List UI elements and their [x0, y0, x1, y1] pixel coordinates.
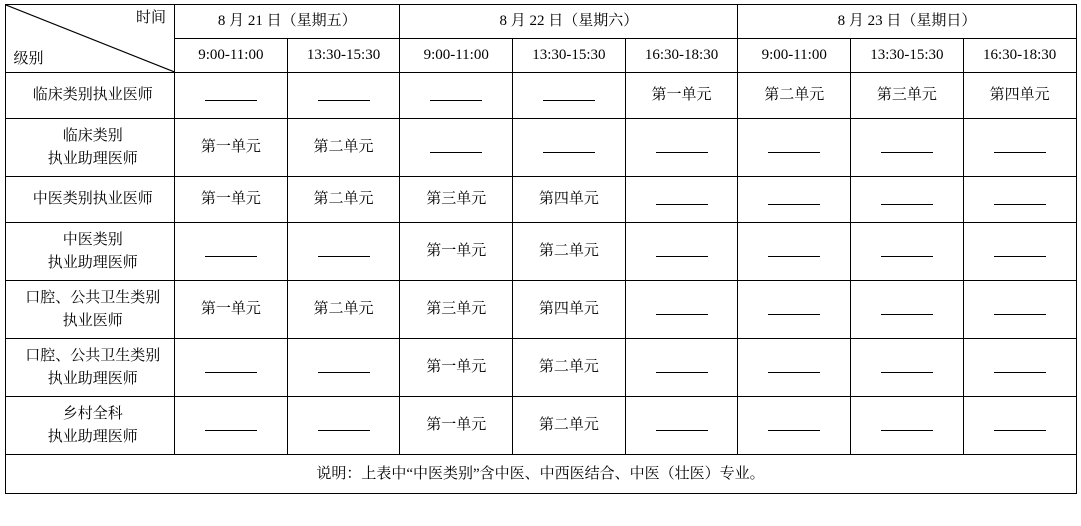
row-label-line: 临床类别执业医师 [32, 87, 153, 104]
cell-0-3 [513, 73, 626, 119]
cell-3-1 [287, 223, 400, 281]
table-row [5, 119, 1076, 177]
cell-5-0 [175, 339, 288, 397]
schedule-body [5, 73, 1076, 494]
row-label-line: 执业助理医师 [47, 254, 138, 271]
empty-slot-dash [318, 421, 370, 431]
row-label-6 [5, 397, 175, 455]
empty-slot-dash [205, 247, 257, 257]
day-header-2: 8 月 22 日（星期六） [400, 5, 738, 39]
row-label-4 [5, 281, 175, 339]
row-label-0 [5, 73, 175, 119]
empty-slot-dash [205, 91, 257, 101]
row-label-3 [5, 223, 175, 281]
cell-6-6 [851, 397, 964, 455]
cell-3-4 [625, 223, 738, 281]
slot-header-d2-s1: 9:00-11:00 [400, 39, 513, 73]
row-label-line: 执业医师 [62, 312, 123, 329]
cell-1-6 [851, 119, 964, 177]
row-label-line: 中医类别执业医师 [32, 191, 153, 208]
cell-3-6 [851, 223, 964, 281]
cell-4-7 [963, 281, 1076, 339]
cell-4-4 [625, 281, 738, 339]
cell-1-4 [625, 119, 738, 177]
cell-4-6 [851, 281, 964, 339]
cell-1-2 [400, 119, 513, 177]
row-label-line: 执业助理医师 [47, 150, 138, 167]
cell-4-3: 第四单元 [513, 281, 626, 339]
empty-slot-dash [768, 305, 820, 315]
cell-5-4 [625, 339, 738, 397]
empty-slot-dash [881, 363, 933, 373]
empty-slot-dash [656, 305, 708, 315]
cell-5-7 [963, 339, 1076, 397]
cell-5-6 [851, 339, 964, 397]
cell-6-5 [738, 397, 851, 455]
cell-6-7 [963, 397, 1076, 455]
cell-1-1: 第二单元 [287, 119, 400, 177]
empty-slot-dash [994, 247, 1046, 257]
empty-slot-dash [543, 143, 595, 153]
slot-header-d1-s2: 13:30-15:30 [287, 39, 400, 73]
empty-slot-dash [656, 247, 708, 257]
row-label-line: 口腔、公共卫生类别 [25, 348, 161, 364]
slot-header-d3-s1: 9:00-11:00 [738, 39, 851, 73]
cell-1-0: 第一单元 [175, 119, 288, 177]
cell-0-6: 第三单元 [851, 73, 964, 119]
empty-slot-dash [994, 363, 1046, 373]
slot-header-d2-s3: 16:30-18:30 [625, 39, 738, 73]
slot-header-d2-s2: 13:30-15:30 [513, 39, 626, 73]
cell-3-0 [175, 223, 288, 281]
table-row [5, 73, 1076, 119]
empty-slot-dash [543, 91, 595, 101]
empty-slot-dash [205, 421, 257, 431]
empty-slot-dash [430, 143, 482, 153]
empty-slot-dash [881, 195, 933, 205]
empty-slot-dash [656, 143, 708, 153]
cell-2-7 [963, 177, 1076, 223]
cell-6-0 [175, 397, 288, 455]
cell-2-0: 第一单元 [175, 177, 288, 223]
cell-2-5 [738, 177, 851, 223]
empty-slot-dash [994, 421, 1046, 431]
header-row-days [5, 5, 1076, 39]
cell-5-5 [738, 339, 851, 397]
cell-3-5 [738, 223, 851, 281]
cell-4-5 [738, 281, 851, 339]
row-label-1 [5, 119, 175, 177]
time-axis-label: 时间 [136, 10, 167, 26]
day-header-3: 8 月 23 日（星期日） [738, 5, 1076, 39]
slot-header-d1-s1: 9:00-11:00 [175, 39, 288, 73]
empty-slot-dash [994, 305, 1046, 315]
cell-5-1 [287, 339, 400, 397]
empty-slot-dash [881, 421, 933, 431]
cell-0-2 [400, 73, 513, 119]
table-note-row [5, 455, 1076, 494]
empty-slot-dash [205, 363, 257, 373]
cell-3-7 [963, 223, 1076, 281]
table-row [5, 397, 1076, 455]
row-label-line: 口腔、公共卫生类别 [25, 290, 161, 306]
corner-header-cell [5, 5, 175, 73]
empty-slot-dash [881, 143, 933, 153]
cell-6-1 [287, 397, 400, 455]
cell-5-3: 第二单元 [513, 339, 626, 397]
cell-2-4 [625, 177, 738, 223]
empty-slot-dash [318, 247, 370, 257]
exam-schedule-table [5, 4, 1077, 494]
cell-0-5: 第二单元 [738, 73, 851, 119]
empty-slot-dash [768, 363, 820, 373]
table-row [5, 339, 1076, 397]
cell-1-3 [513, 119, 626, 177]
cell-0-0 [175, 73, 288, 119]
empty-slot-dash [994, 143, 1046, 153]
row-label-line: 执业助理医师 [47, 370, 138, 387]
cell-1-5 [738, 119, 851, 177]
day-header-1: 8 月 21 日（星期五） [175, 5, 400, 39]
table-row [5, 223, 1076, 281]
row-label-line: 临床类别 [62, 128, 123, 144]
empty-slot-dash [430, 91, 482, 101]
slot-header-d3-s3: 16:30-18:30 [963, 39, 1076, 73]
cell-5-2: 第一单元 [400, 339, 513, 397]
empty-slot-dash [656, 421, 708, 431]
empty-slot-dash [656, 195, 708, 205]
empty-slot-dash [318, 91, 370, 101]
empty-slot-dash [768, 195, 820, 205]
row-label-2 [5, 177, 175, 223]
cell-6-3: 第二单元 [513, 397, 626, 455]
cell-4-2: 第三单元 [400, 281, 513, 339]
cell-3-2: 第一单元 [400, 223, 513, 281]
slot-header-d3-s2: 13:30-15:30 [851, 39, 964, 73]
row-label-5 [5, 339, 175, 397]
empty-slot-dash [656, 363, 708, 373]
cell-4-0: 第一单元 [175, 281, 288, 339]
cell-3-3: 第二单元 [513, 223, 626, 281]
empty-slot-dash [881, 247, 933, 257]
table-row [5, 281, 1076, 339]
cell-0-7: 第四单元 [963, 73, 1076, 119]
cell-2-2: 第三单元 [400, 177, 513, 223]
cell-6-2: 第一单元 [400, 397, 513, 455]
cell-6-4 [625, 397, 738, 455]
level-axis-label: 级别 [13, 50, 44, 67]
cell-2-1: 第二单元 [287, 177, 400, 223]
empty-slot-dash [768, 143, 820, 153]
table-row [5, 177, 1076, 223]
cell-0-4: 第一单元 [625, 73, 738, 119]
row-label-line: 中医类别 [62, 232, 123, 248]
cell-1-7 [963, 119, 1076, 177]
empty-slot-dash [318, 363, 370, 373]
row-label-line: 执业助理医师 [47, 428, 138, 445]
empty-slot-dash [994, 195, 1046, 205]
empty-slot-dash [768, 421, 820, 431]
cell-0-1 [287, 73, 400, 119]
table-note: 说明：上表中“中医类别”含中医、中西医结合、中医（壮医）专业。 [5, 455, 1076, 494]
empty-slot-dash [881, 305, 933, 315]
row-label-line: 乡村全科 [62, 406, 123, 422]
cell-2-3: 第四单元 [513, 177, 626, 223]
cell-4-1: 第二单元 [287, 281, 400, 339]
cell-2-6 [851, 177, 964, 223]
empty-slot-dash [768, 247, 820, 257]
